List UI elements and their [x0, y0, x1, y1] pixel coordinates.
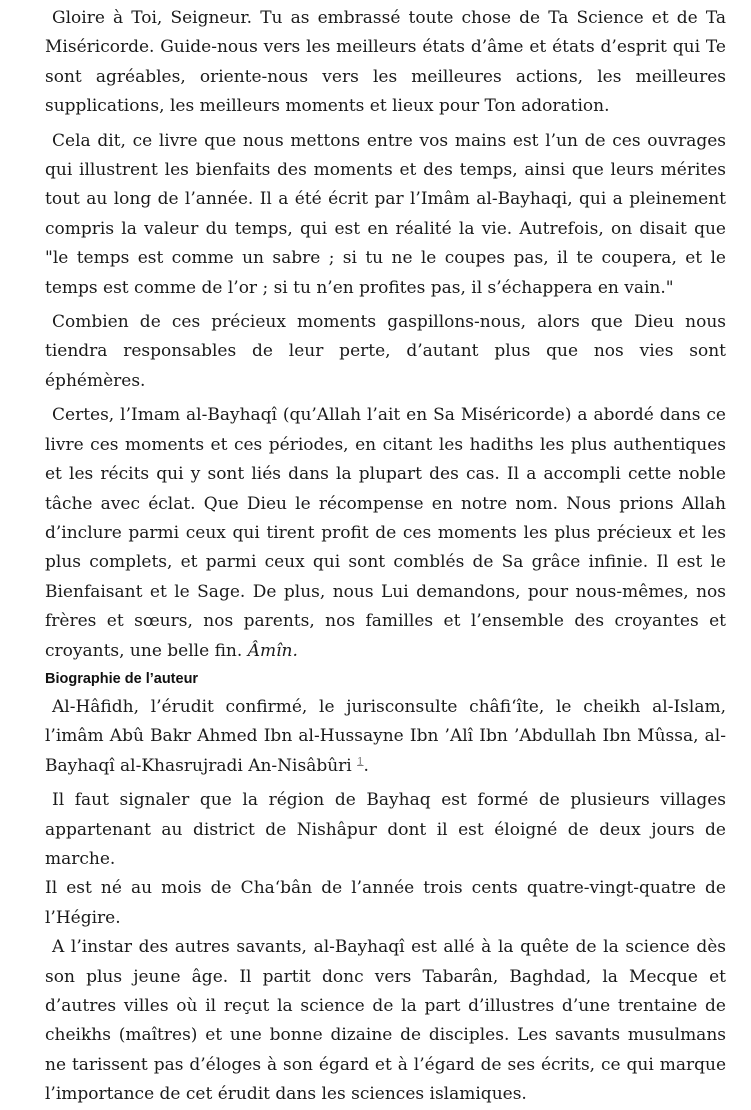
- paragraph-author-name-end: .: [363, 755, 369, 776]
- paragraph-imam-approach-text: Certes, l’Imam al-Bayhaqî (qu’Allah l’ait en Sa Miséricorde) a abordé dans ce livre ces moments et ces périodes, en citant les hadiths les plus authentiques et les récits qui y sont liés dans la plupart des cas. Il a accompli cette noble tâche avec éclat. Que Dieu le récompense en notre nom. Nous prions Allah d’inclure parmi ceux qui tirent profit de ces moments les plus précieux et les plus complets, et parmi ceux qui sont comblés de Sa grâce infinie. Il est le Bienfaisant et le Sage. De plus, nous Lui demandons, pour nous-mêmes, nos frères et sœurs, nos parents, nos familles et l’ensemble des croyantes et croyants, une belle fin.: [45, 405, 726, 661]
- footnote-link[interactable]: 1: [357, 756, 364, 768]
- paragraph-author-name: [45, 693, 726, 781]
- paragraph-studies: A l’instar des autres savants, al-Bayhaqî est allé à la quête de la science dès son plus jeune âge. Il partit donc vers Tabarân, Baghdad, la Mecque et d’autres villes où il reçut la science de la part d’illustres d’une trentaine de cheikhs (maîtres) et une bonne dizaine de disciples. Les savants musulmans ne tarissent pas d’éloges à son égard et à l’égard de ses écrits, ce qui marque l’importance de cet érudit dans les sciences islamiques.: [45, 937, 726, 1105]
- paragraph-author-name-text: Al-Hâfidh, l’érudit confirmé, le jurisconsulte châfi‘îte, le cheikh al-Islam, l’imâm Abû Bakr Ahmed Ibn al-Hussayne Ibn ’Alî Ibn ’Abdullah Ibn Mûssa, al-Bayhaqî al-Khasrujradi An-Nisâbûri: [45, 696, 726, 776]
- paragraph-birth: Il est né au mois de Cha‘bân de l’année trois cents quatre-vingt-quatre de l’Hégire.: [45, 878, 726, 928]
- section-heading-biography: Biographie de l’auteur: [45, 670, 199, 687]
- paragraph-precious-moments: Combien de ces précieux moments gaspillons-nous, alors que Dieu nous tiendra responsables de leur perte, d’autant plus que nos vies sont éphémères.: [45, 312, 726, 391]
- amin-word: Âmîn.: [247, 640, 298, 661]
- paragraph-bayhaq-region: Il faut signaler que la région de Bayhaq est formé de plusieurs villages appartenant au district de Nishâpur dont il est éloigné de deux jours de marche.: [45, 790, 726, 869]
- paragraph-invocation: Gloire à Toi, Seigneur. Tu as embrassé toute chose de Ta Science et de Ta Miséricorde. Guide-nous vers les meilleurs états d’âme et états d’esprit qui Te sont agréables, oriente-nous vers les meilleures actions, les meilleures supplications, les meilleurs moments et lieux pour Ton adoration.: [45, 8, 726, 117]
- document-page: [45, 4, 726, 1110]
- paragraph-book-presentation: Cela dit, ce livre que nous mettons entre vos mains est l’un de ces ouvrages qui illustrent les bienfaits des moments et des temps, ainsi que leurs mérites tout au long de l’année. Il a été écrit par l’Imâm al-Bayhaqi, qui a pleinement compris la valeur du temps, qui est en réalité la vie. Autrefois, on disait que "le temps est comme un sabre ; si tu ne le coupes pas, il te coupera, et le temps est comme de l’or ; si tu n’en profites pas, il s’échappera en vain.": [45, 130, 726, 298]
- paragraph-imam-approach: [45, 401, 726, 666]
